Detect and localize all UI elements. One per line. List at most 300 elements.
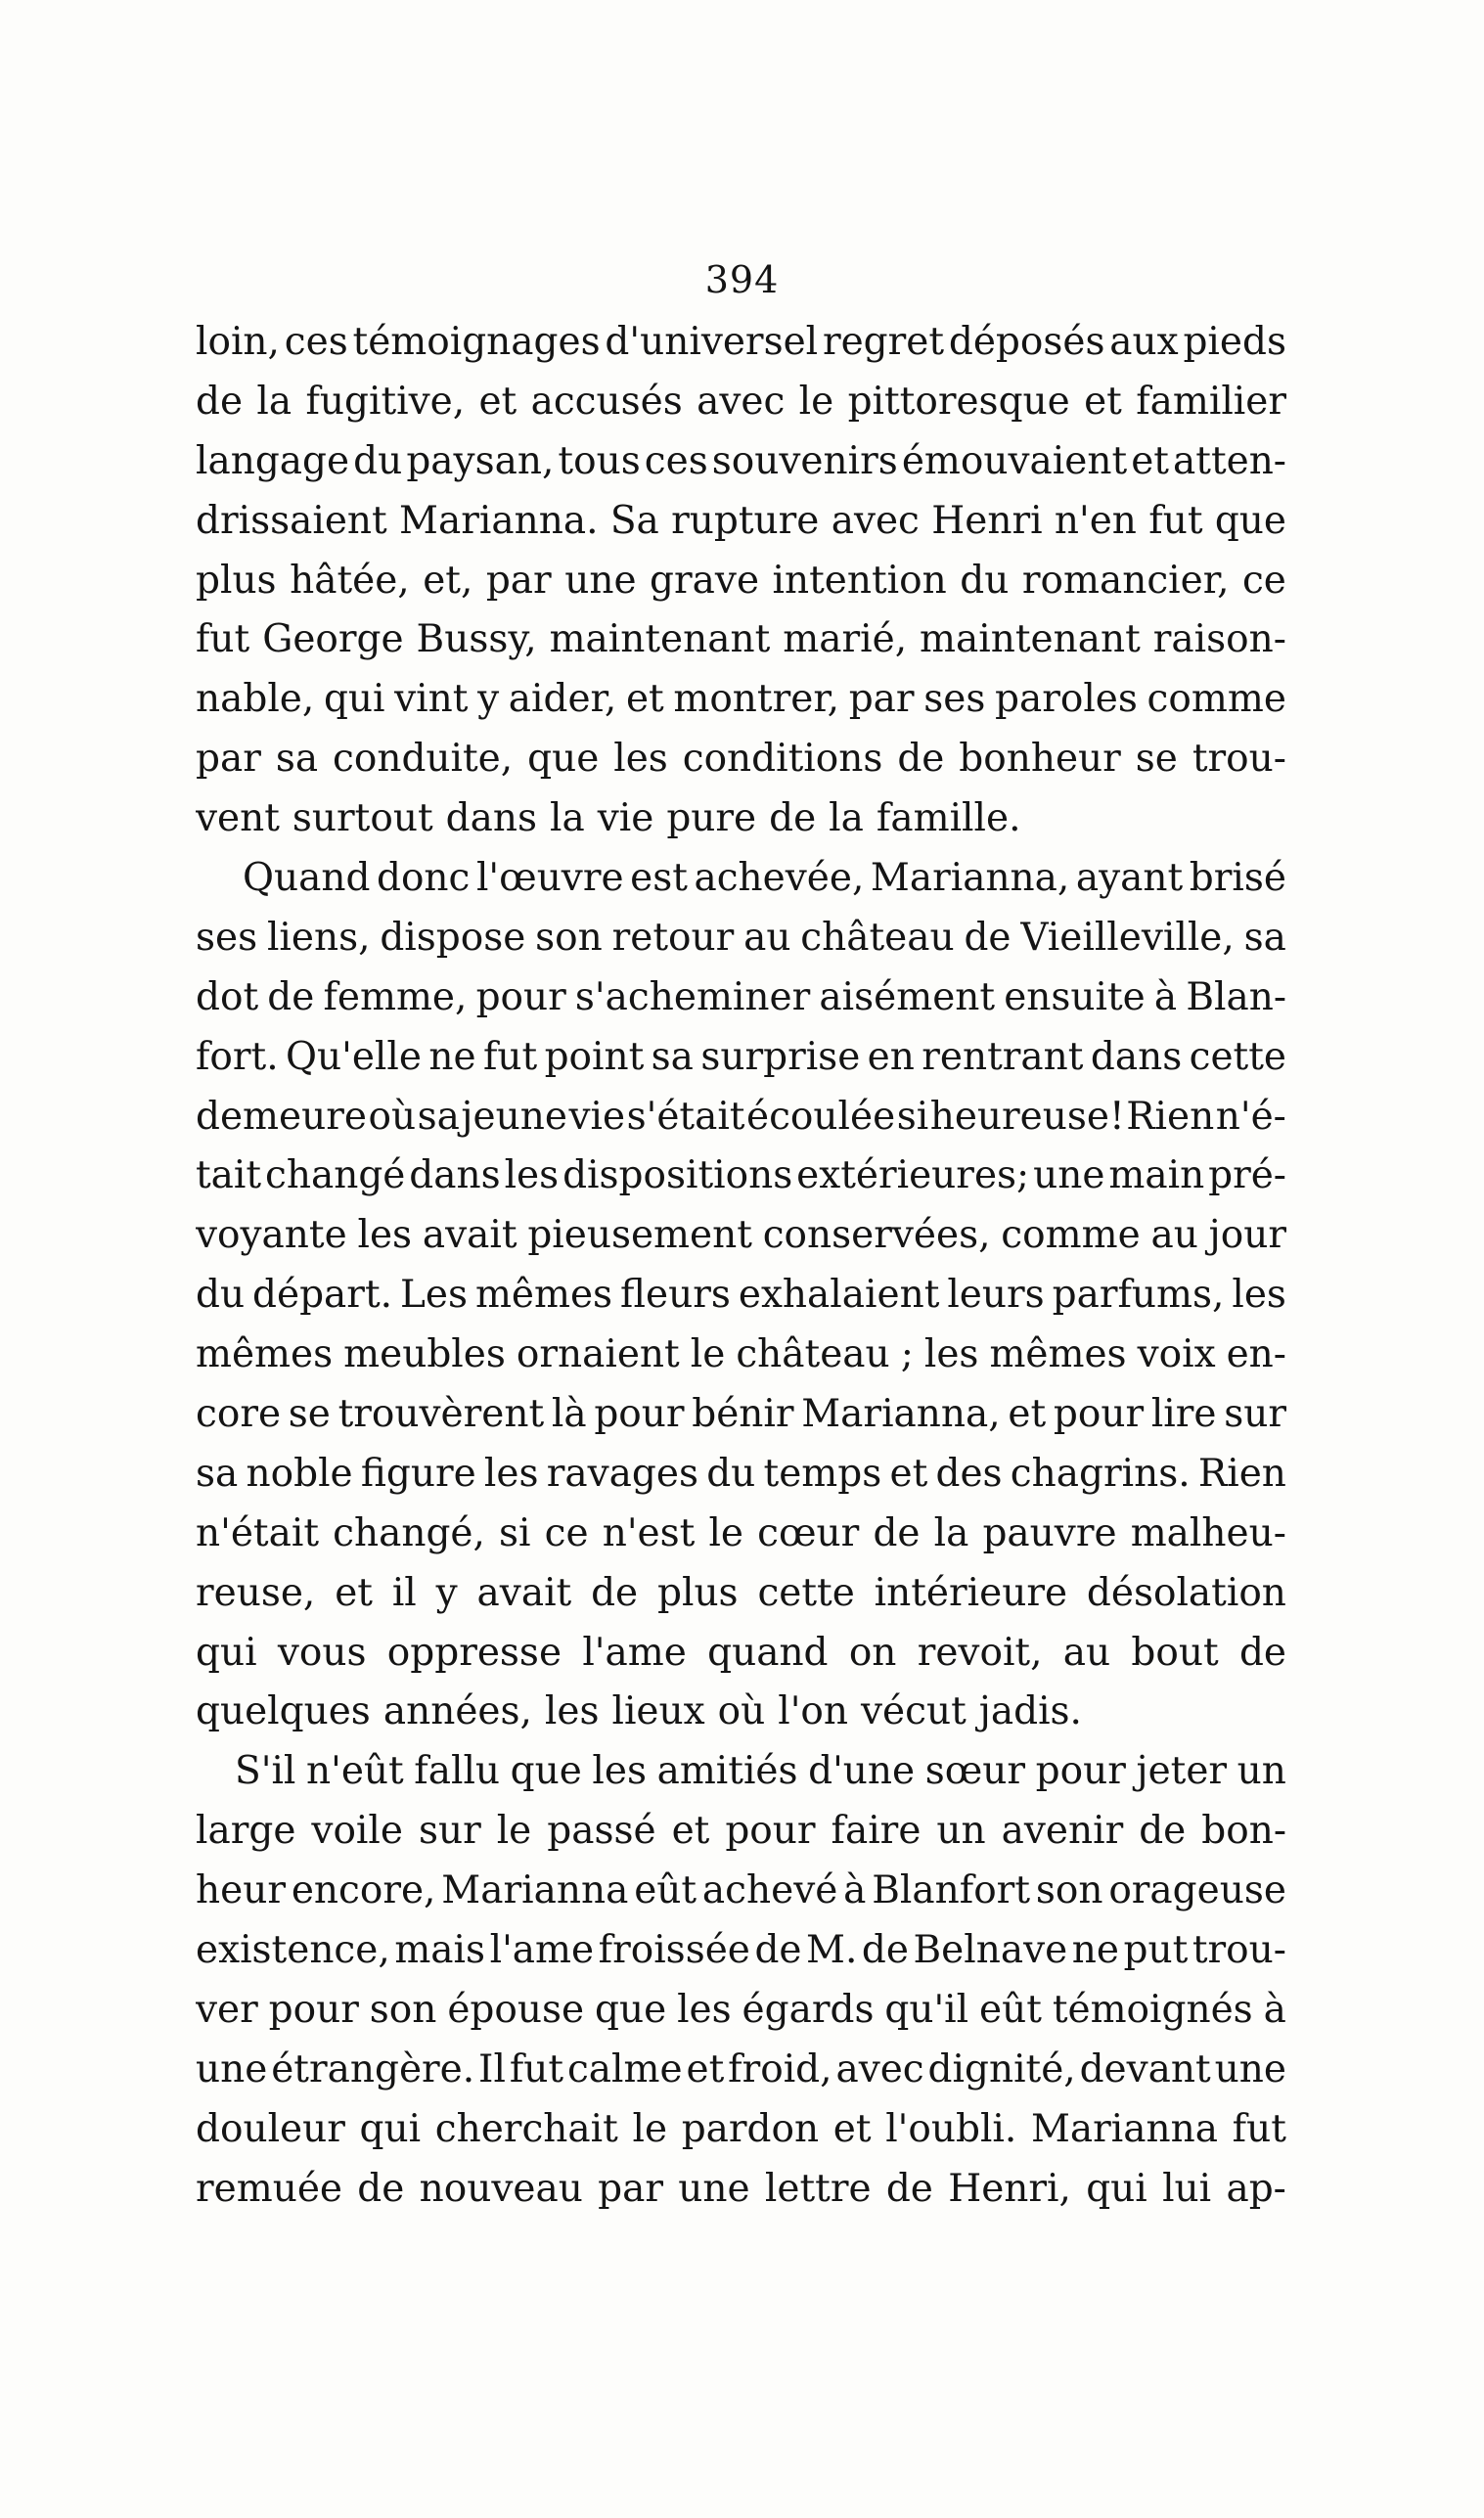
body-text [196,313,1286,2220]
word: point [544,1034,645,1079]
word: encore, [291,1868,436,1913]
word: bénir [692,1392,794,1437]
word: par [848,677,915,722]
word: meubles [343,1332,506,1377]
word: une [1214,2046,1286,2091]
word: brisé [1189,856,1286,901]
word: de [357,2166,405,2211]
text-line [196,1326,1286,1385]
word: heureuse! [929,1094,1125,1139]
word: Henri, [948,2166,1071,2211]
word: pour [475,974,566,1019]
text-line [196,909,1286,968]
word: mais [394,1928,486,1973]
word: eût [634,1868,697,1913]
word: ce [544,1510,589,1555]
word: vous [277,1630,367,1675]
word: années, [382,1689,532,1734]
text-line [196,1385,1286,1445]
word: lui [1162,2166,1212,2211]
word: du [353,438,403,483]
word: à [843,1868,867,1913]
text-line [196,1742,1286,1802]
word: les [677,1987,732,2032]
word: fut [196,617,250,662]
word: l'oubli. [885,2106,1017,2151]
word: la [933,1510,969,1555]
word: romancier, [1021,558,1230,603]
word: et [671,1809,710,1854]
word: montrer, [673,677,840,722]
word: les [923,1332,979,1377]
word: dignité, [927,2046,1076,2091]
word: et [335,1570,373,1615]
word: raison- [1152,617,1286,662]
word: oppresse [386,1630,562,1675]
word: avec [831,498,920,543]
word: dispositions [562,1153,793,1198]
word: retour [611,915,735,960]
word: Henri [931,498,1043,543]
word: le [496,1809,532,1854]
word: aux [1109,320,1179,364]
word: rupture [671,498,820,543]
word: les [592,1749,647,1794]
word: se [1135,737,1178,782]
word: langage [196,438,350,483]
text-line [196,1088,1286,1147]
word: conduite, [333,737,514,782]
word: pieds [1183,320,1286,364]
word: plus [657,1570,739,1615]
word: fallu [414,1749,501,1794]
word: Quand [243,856,371,901]
word: pour [1035,1749,1126,1794]
word: de [196,379,244,424]
word: que [1214,498,1286,543]
word: parfums, [1052,1273,1225,1318]
word: demeure [196,1094,367,1139]
word: bonheur [959,737,1121,782]
text-line [196,1505,1286,1564]
text-line [196,313,1286,373]
word: que [594,1987,667,2032]
word: une [196,2046,268,2091]
word: au [1062,1630,1111,1675]
word: Blanfort [872,1868,1030,1913]
word: quelques [196,1689,371,1734]
word: ver [196,1987,258,2032]
word: y [477,677,500,722]
word: à [1153,974,1178,1019]
word: écoulée [746,1094,896,1139]
word: et [832,2106,872,2151]
word: on [848,1630,897,1675]
text-line [196,1981,1286,2041]
word: rentrant [922,1034,1084,1079]
word: cette [1189,1034,1286,1079]
word: main [1108,1153,1205,1198]
word: plus [196,558,277,603]
text-line [196,1266,1286,1326]
word: Marianna [441,1868,629,1913]
word: jour [1208,1213,1286,1258]
word: ses [196,915,258,960]
word: conditions [682,737,883,782]
word: où [717,1689,766,1734]
word: lieux [611,1689,705,1734]
word: put [1123,1928,1189,1973]
word: sa [417,1094,460,1139]
word: et [686,2046,725,2091]
word: les [483,1451,539,1496]
word: et [1084,379,1122,424]
word: famille. [876,796,1021,841]
word: Blan- [1186,974,1286,1019]
word: qui [359,2106,422,2151]
word: témoignés [1052,1987,1253,2032]
word: nable, [196,677,315,722]
word: qui [196,1630,257,1675]
word: du [196,1273,246,1318]
word: d'une [808,1749,916,1794]
word: une [564,558,637,603]
word: les [613,737,668,782]
word: paroles [994,677,1138,722]
word: ensuite [1004,974,1146,1019]
word: vent [196,796,280,841]
word: de [769,796,817,841]
word: dot [196,974,259,1019]
word: fugitive, [305,379,466,424]
word: de [873,1510,921,1555]
word: la [549,796,585,841]
word: pour [1053,1392,1145,1437]
text-line [196,2100,1286,2160]
word: pour [725,1809,816,1854]
word: n'é- [1215,1094,1286,1139]
word: avenir [1001,1809,1124,1854]
word: pure [666,796,757,841]
word: hâtée, [290,558,410,603]
word: aisément [819,974,996,1019]
text-line [196,432,1286,492]
word: de [885,2166,933,2211]
word: est [630,856,688,901]
text-line [196,1028,1286,1088]
word: dans [445,796,537,841]
text-line [196,1683,1286,1742]
word: témoignages [352,320,601,364]
word: de [591,1570,639,1615]
word: maintenant [549,617,771,662]
word: fut [1148,498,1203,543]
text-line [196,1147,1286,1206]
word: jeter [1136,1749,1228,1794]
word: vint [394,677,469,722]
word: jadis. [978,1689,1082,1734]
word: de [1139,1809,1187,1854]
word: trou- [1192,1928,1286,1973]
word: avec [835,2046,924,2091]
word: donc [376,856,471,901]
word: bon- [1201,1809,1286,1854]
word: George [262,617,404,662]
word: S'il [235,1749,296,1794]
word: l'ame [582,1630,687,1675]
word: si [896,1094,929,1139]
word: souvenirs [711,438,898,483]
word: n'était [196,1510,319,1555]
word: sa [196,1451,239,1496]
word: au [743,915,791,960]
word: mêmes [474,1273,613,1318]
word: la [829,796,864,841]
word: et [478,379,517,424]
word: dispose [380,915,526,960]
word: avait [476,1570,572,1615]
word: s'acheminer [574,974,811,1019]
word: Belnave [913,1928,1068,1973]
word: le [690,1332,726,1377]
word: cherchait [434,2106,618,2151]
word: exhalaient [738,1273,940,1318]
word: à [1263,1987,1286,2032]
word: par [196,737,261,782]
word: changé, [333,1510,485,1555]
word: Marianna, [870,856,1070,901]
word: et [1131,438,1169,483]
word: de [267,974,315,1019]
word: voile [311,1809,403,1854]
word: noble [246,1451,353,1496]
word: sur [1224,1392,1286,1437]
word: Marianna [1030,2106,1219,2151]
word: remuée [196,2166,342,2211]
word: de [897,737,945,782]
word: fut [1232,2106,1286,2151]
word: émouvaient [901,438,1128,483]
word: son [535,915,603,960]
word: femme, [323,974,468,1019]
word: l'on [778,1689,849,1734]
word: comme [1001,1213,1141,1258]
word: avec [697,379,786,424]
text-line [196,1862,1286,1921]
word: et, [423,558,473,603]
word: de [964,915,1012,960]
word: comme [1147,677,1286,722]
word: figure [360,1451,476,1496]
word: leurs [947,1273,1045,1318]
word: devant [1079,2046,1211,2091]
word: surtout [292,796,433,841]
word: malheu- [1130,1510,1286,1555]
word: loin, [196,320,280,364]
word: faire [831,1809,922,1854]
word: ravages [546,1451,698,1496]
word: surprise [700,1034,861,1079]
word: Marianna. [399,498,599,543]
text-line [196,1206,1286,1266]
text-line [196,2041,1286,2100]
word: trouvèrent [337,1392,545,1437]
word: voix [1137,1332,1216,1377]
word: tous [558,438,641,483]
word: n'en [1054,498,1137,543]
word: déposés [948,320,1105,364]
word: les [1232,1273,1286,1318]
text-line [196,2160,1286,2220]
word: se [288,1392,331,1437]
word: vie [597,796,654,841]
word: fleurs [620,1273,731,1318]
text-line [196,1624,1286,1684]
word: ; [900,1332,914,1377]
word: ornaient [516,1332,680,1377]
word: Les [399,1273,468,1318]
word: le [798,379,834,424]
word: mêmes [989,1332,1127,1377]
text-line [196,610,1286,670]
word: par [485,558,552,603]
word: existence, [196,1928,390,1973]
word: achevé [701,1868,838,1913]
word: un [1237,1749,1286,1794]
word: ne [1071,1928,1119,1973]
word: heur [196,1868,286,1913]
word: core [196,1392,282,1437]
word: son [369,1987,437,2032]
word: qui [323,677,385,722]
word: accusés [530,379,683,424]
word: pardon [681,2106,820,2151]
word: sa [651,1034,694,1079]
word: aider, [508,677,617,722]
word: un [936,1809,986,1854]
word: et [1008,1392,1047,1437]
word: quand [707,1630,829,1675]
word: douleur [196,2106,345,2151]
word: du [706,1451,756,1496]
word: où [368,1094,417,1139]
word: extérieures; [796,1153,1030,1198]
word: sur [418,1809,481,1854]
word: y [435,1570,458,1615]
word: épouse [447,1987,585,2032]
text-line [196,968,1286,1028]
word: revoit, [917,1630,1043,1675]
word: fut [509,2046,564,2091]
word: M. [806,1928,858,1973]
word: fut [482,1034,538,1079]
text-line [196,1802,1286,1862]
word: château [800,915,955,960]
word: paysan, [406,438,555,483]
word: dans [1090,1034,1183,1079]
word: orageuse [1108,1868,1286,1913]
word: calme [566,2046,683,2091]
word: une [1033,1153,1105,1198]
word: sœur [924,1749,1026,1794]
text-line [196,730,1286,789]
word: liens, [266,915,371,960]
word: cette [757,1570,855,1615]
word: bout [1131,1630,1219,1675]
word: du [960,558,1010,603]
word: l'ame [489,1928,595,1973]
word: qui [1086,2166,1147,2211]
word: Qu'elle [286,1034,422,1079]
word: départ. [252,1273,393,1318]
word: ces [644,438,708,483]
word: amitiés [656,1749,798,1794]
word: conservées, [762,1213,991,1258]
word: changé [265,1153,406,1198]
word: les [504,1153,560,1198]
text-line [196,1564,1286,1624]
word: temps [763,1451,882,1496]
word: reuse, [196,1570,316,1615]
word: il [391,1570,417,1615]
word: voyante [196,1213,347,1258]
word: familier [1136,379,1286,424]
word: pieusement [527,1213,752,1258]
word: ses [923,677,986,722]
word: n'est [602,1510,696,1555]
word: grave [650,558,760,603]
word: jeune [461,1094,567,1139]
word: fort. [196,1034,279,1079]
word: Rien [1197,1451,1286,1496]
word: ces [284,320,348,364]
word: regret [822,320,945,364]
word: eût [979,1987,1042,2032]
word: large [196,1809,296,1854]
word: pittoresque [847,379,1070,424]
word: passé [547,1809,656,1854]
word: s'était [626,1094,745,1139]
word: si [499,1510,531,1555]
word: dans [409,1153,501,1198]
word: intérieure [874,1570,1068,1615]
word: d'universel [605,320,819,364]
text-line [196,670,1286,730]
word: en- [1226,1332,1286,1377]
word: le [632,2106,668,2151]
word: ap- [1226,2166,1286,2211]
word: mêmes [196,1332,334,1377]
word: pour [594,1392,685,1437]
word: ne [428,1034,476,1079]
word: que [527,737,600,782]
word: l'œuvre [475,856,624,901]
word: atten- [1173,438,1286,483]
word: les [357,1213,413,1258]
text-line [196,492,1286,552]
word: marié, [783,617,908,662]
word: avait [422,1213,517,1258]
word: intention [772,558,947,603]
word: au [1150,1213,1198,1258]
page-number: 394 [704,258,780,301]
word: pour [268,1987,359,2032]
word: Marianna, [801,1392,1001,1437]
word: vécut [861,1689,967,1734]
word: maintenant [920,617,1141,662]
word: Sa [609,498,659,543]
word: une [678,2166,750,2211]
